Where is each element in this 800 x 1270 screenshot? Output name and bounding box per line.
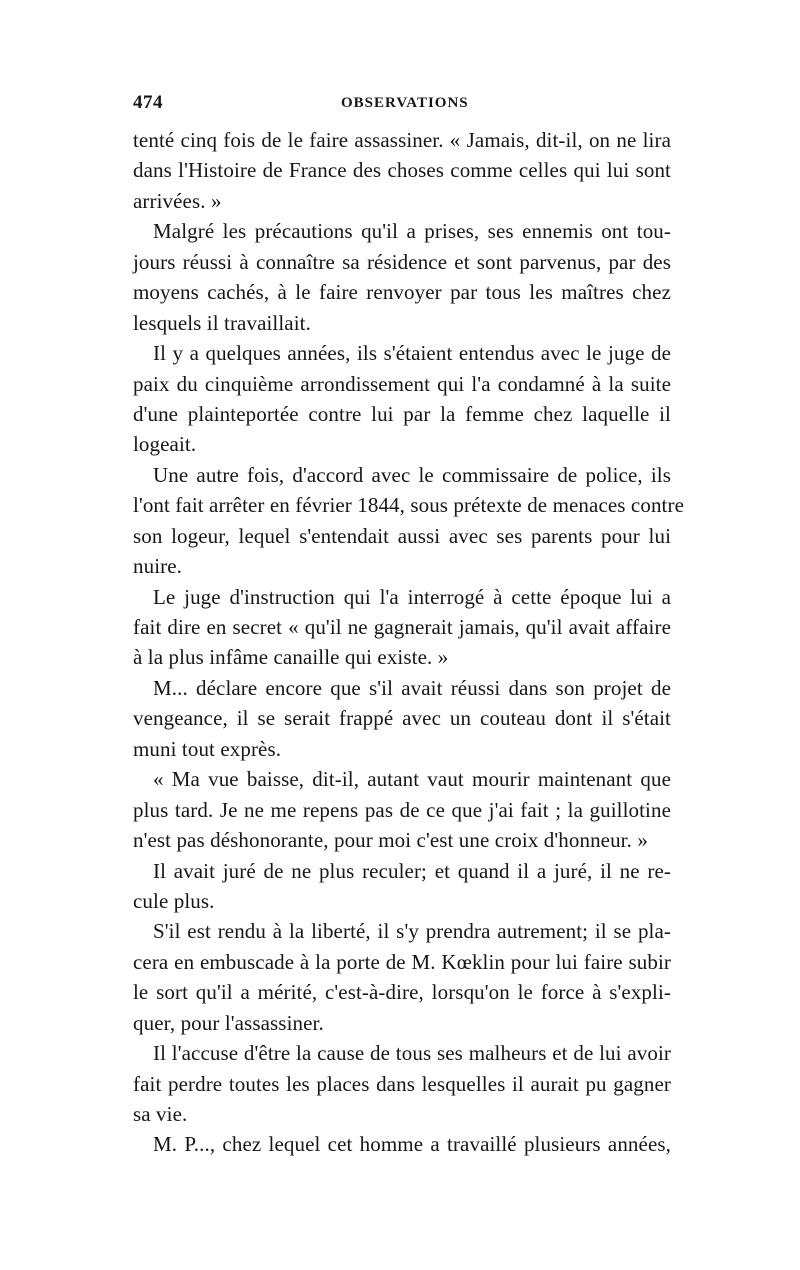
text-line: sa vie.	[133, 1102, 188, 1126]
text-line: Il l'accuse d'être la cause de tous ses malheurs et de lui avoir	[153, 1041, 671, 1066]
text-line: vengeance, il se serait frappé avec un couteau dont il s'était	[133, 706, 671, 731]
text-line: l'ont fait arrêter en février 1844, sous prétexte de menaces contre	[133, 493, 684, 518]
text-line: dans l'Histoire de France des choses comme celles qui lui sont	[133, 158, 671, 183]
text-line: fait dire en secret « qu'il ne gagnerait jamais, qu'il avait affaire	[133, 615, 671, 639]
text-line: moyens cachés, à le faire renvoyer par tous les maîtres chez	[133, 280, 671, 305]
text-line: logeait.	[133, 432, 197, 457]
text-line: fait perdre toutes les places dans lesquelles il aurait pu gagner	[133, 1071, 671, 1096]
text-line: Il y a quelques années, ils s'étaient entendus avec le juge de	[153, 341, 671, 366]
running-title: OBSERVATIONS	[341, 95, 469, 111]
text-line: son logeur, lequel s'entendait aussi avec ses parents pour lui	[133, 523, 671, 548]
text-line: cera en embuscade à la porte de M. Kœklin pour lui faire subir	[133, 949, 671, 974]
text-line: d'une plainteportée contre lui par la femme chez laquelle il	[133, 401, 671, 426]
text-line: le sort qu'il a mérité, c'est-à-dire, lorsqu'on le force à s'expli-	[133, 980, 671, 1005]
text-line: M. P..., chez lequel cet homme a travaillé plusieurs années,	[153, 1132, 671, 1157]
text-line: S'il est rendu à la liberté, il s'y prendra autrement; il se pla-	[153, 919, 671, 944]
text-line: jours réussi à connaître sa résidence et sont parvenus, par des	[133, 249, 671, 274]
text-line: arrivées. »	[133, 188, 222, 213]
text-line: tenté cinq fois de le faire assassiner. « Jamais, dit-il, on ne lira	[133, 128, 671, 152]
text-line: muni tout exprès.	[133, 736, 282, 761]
running-head	[133, 92, 673, 116]
text-line: Il avait juré de ne plus reculer; et quand il a juré, il ne re-	[153, 858, 671, 883]
text-line: à la plus infâme canaille qui existe. »	[133, 645, 449, 670]
body-text	[133, 125, 684, 1160]
text-line: Le juge d'instruction qui l'a interrogé à cette époque lui a	[153, 584, 671, 609]
text-line: cule plus.	[133, 888, 215, 913]
page-number: 474	[133, 92, 163, 113]
text-line: Malgré les précautions qu'il a prises, ses ennemis ont tou-	[153, 219, 671, 244]
text-line: n'est pas déshonorante, pour moi c'est une croix d'honneur. »	[133, 828, 648, 853]
text-line: M... déclare encore que s'il avait réussi dans son projet de	[153, 675, 671, 700]
text-line: « Ma vue baisse, dit-il, autant vaut mourir maintenant que	[153, 767, 671, 792]
text-line: quer, pour l'assassiner.	[133, 1010, 324, 1035]
text-line: nuire.	[133, 554, 182, 579]
text-line: plus tard. Je ne me repens pas de ce que j'ai fait ; la guillotine	[133, 797, 671, 822]
text-line: paix du cinquième arrondissement qui l'a condamné à la suite	[133, 371, 671, 396]
text-line: Une autre fois, d'accord avec le commissaire de police, ils	[153, 462, 671, 487]
text-line: lesquels il travaillait.	[133, 310, 311, 335]
